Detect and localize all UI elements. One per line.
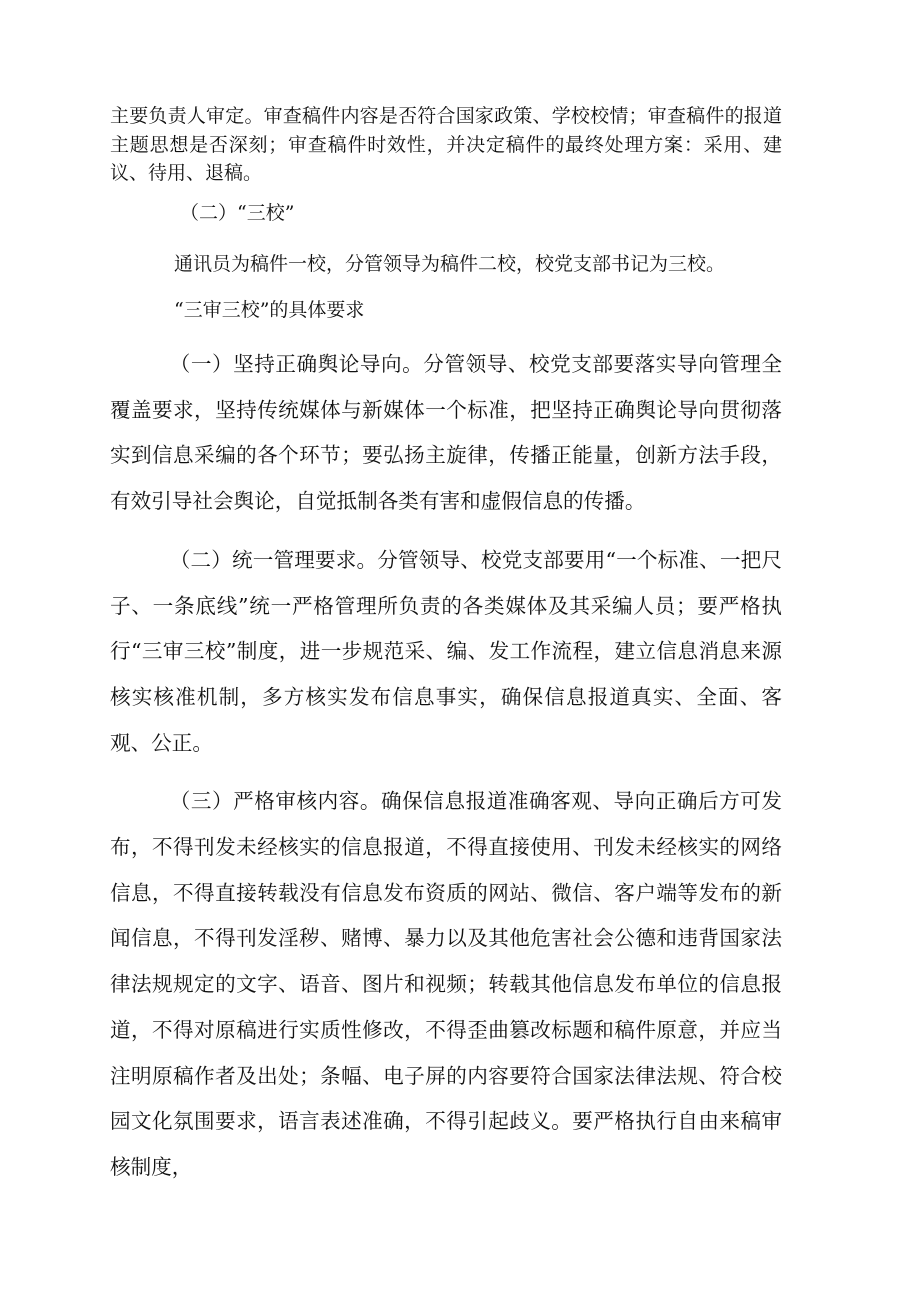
- management-paragraph: （二）统一管理要求。分管领导、校党支部要用“一个标准、一把尺子、一条底线”统一严格管理所负责的各类媒体及其采编人员；要严格执行“三审三校”制度，进一步规范采、编、发工作流程，建立信息消息来源核实核准机制，多方核实发布信息事实，确保信息报道真实、全面、客观、公正。: [110, 547, 782, 755]
- requirements-body: [110, 342, 782, 1191]
- content-review-paragraph: （三）严格审核内容。确保信息报道准确客观、导向正确后方可发布，不得刊发未经核实的信息报道，不得直接使用、刊发未经核实的网络信息，不得直接转载没有信息发布资质的网站、微信、客户端等发布的新闻信息，不得刊发淫秽、赌博、暴力以及其他危害社会公德和违背国家法律法规规定的文字、语音、图片和视频；转载其他信息发布单位的信息报道，不得对原稿进行实质性修改，不得歪曲篡改标题和稿件原意，并应当注明原稿作者及出处；条幅、电子屏的内容要符合国家法律法规、符合校园文化氛围要求，语言表述准确，不得引起歧义。要严格执行自由来稿审核制度，: [110, 789, 782, 1179]
- requirements-heading: “三审三校”的具体要求: [174, 299, 365, 321]
- guidance-paragraph: （一）坚持正确舆论导向。分管领导、校党支部要落实导向管理全覆盖要求，坚持传统媒体与新媒体一个标准，把坚持正确舆论导向贯彻落实到信息采编的各个环节；要弘扬主旋律，传播正能量，创新方法手段，有效引导社会舆论，自觉抵制各类有害和虚假信息的传播。: [110, 352, 782, 514]
- three-proofs-heading: （二）“三校”: [180, 202, 295, 224]
- three-proofs-paragraph: 通讯员为稿件一校，分管领导为稿件二校，校党支部书记为三校。: [174, 253, 726, 275]
- review-summary-paragraph: 主要负责人审定。审查稿件内容是否符合国家政策、学校校情；审查稿件的报道主题思想是否深刻；审查稿件时效性，并决定稿件的最终处理方案：采用、建议、待用、退稿。: [110, 105, 782, 184]
